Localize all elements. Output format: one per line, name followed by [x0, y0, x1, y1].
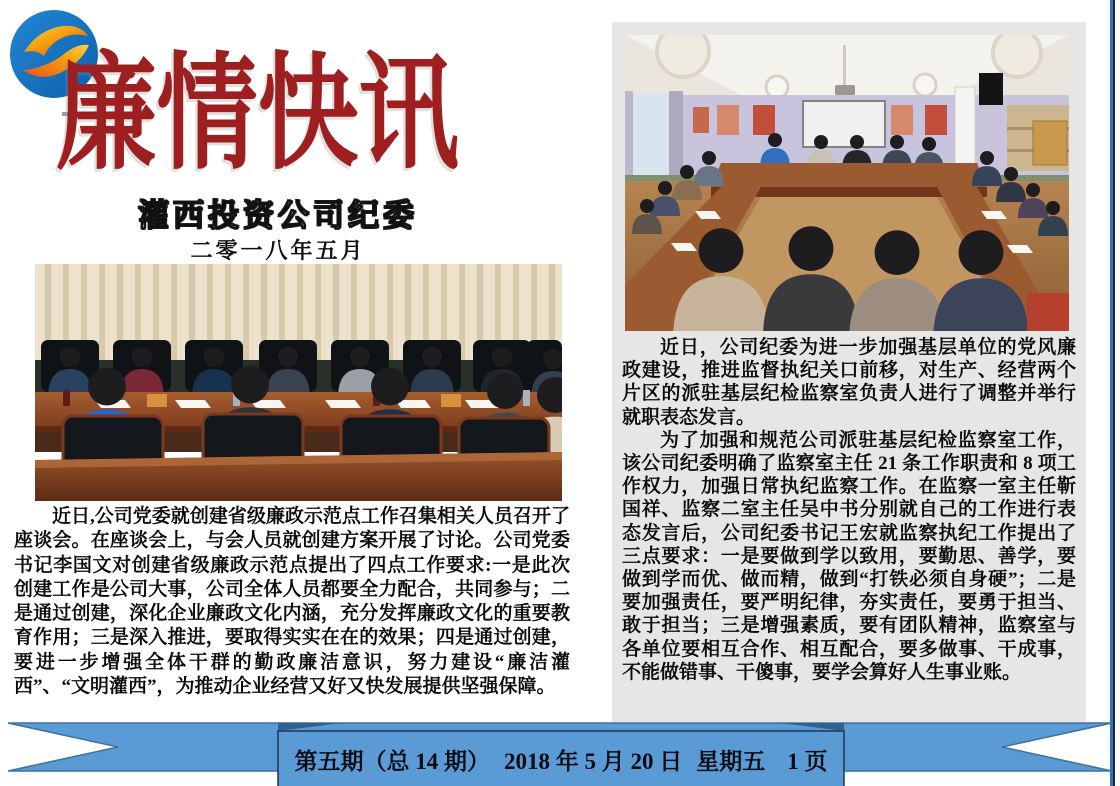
footer-issue-line [278, 737, 844, 781]
masthead-subtitle: 灌西投资公司纪委 [138, 198, 418, 233]
left-article [14, 505, 570, 699]
footer-weekday: 星期五 [696, 748, 766, 774]
right-article-paragraph-2: 为了加强和规范公司派驻基层纪检监察室工作，该公司纪委明确了监察室主任 21 条工作职责和 8 项工作权力，加强日常执纪监察工作。在监察一室主任靳国祥、监察二室主任吴中书分别就自己的工作进行表态发言后，公司纪委书记王宏就监察执纪工作提出了三点要求：一是要做到学以致用，要勤思、善学，要做到学而优、做而精，做到“打铁必须自身硬”；二是要加强责任，要严明纪律，夯实责任，要勇于担当、敢于担当；三是增强素质，要有团队精神，监察室与各单位要相互合作、相互配合，要多做事、干成事，不能做错事、干傻事，要学会算好人生事业账。 [622, 429, 1076, 683]
left-article-paragraph: 近日,公司党委就创建省级廉政示范点工作召集相关人员召开了座谈会。在座谈会上，与会人员就创建方案开展了讨论。公司党委书记李国文对创建省级廉政示范点提出了四点工作要求:一是此次创建工作是公司大事，公司全体人员都要全力配合，共同参与；二是通过创建，深化企业廉政文化内涵，充分发挥廉政文化的重要教育作用；三是深入推进，要取得实实在在的效果；四是通过创建，要进一步增强全体干群的勤政廉洁意识，努力建设“廉洁灌西”、“文明灌西”，为推动企业经营又好又快发展提供坚强保障。 [14, 506, 570, 698]
masthead-issue-month: 二零一八年五月 [190, 238, 366, 263]
footer-page-number: 1 页 [787, 748, 828, 774]
page-right-border [1110, 0, 1116, 786]
right-article [622, 336, 1076, 684]
left-meeting-photo [35, 264, 562, 501]
right-meeting-photo [625, 35, 1069, 331]
footer-issue: 第五期（总 14 期） [294, 748, 490, 774]
right-panel [612, 22, 1086, 722]
footer-date: 2018 年 5 月 20 日 [504, 748, 683, 774]
page-title: 廉情快讯 [56, 43, 460, 184]
right-article-paragraph-1: 近日，公司纪委为进一步加强基层单位的党风廉政建设，推进监督执纪关口前移，对生产、经营两个片区的派驻基层纪检监察室负责人进行了调整并举行就职表态发言。 [622, 337, 1076, 428]
